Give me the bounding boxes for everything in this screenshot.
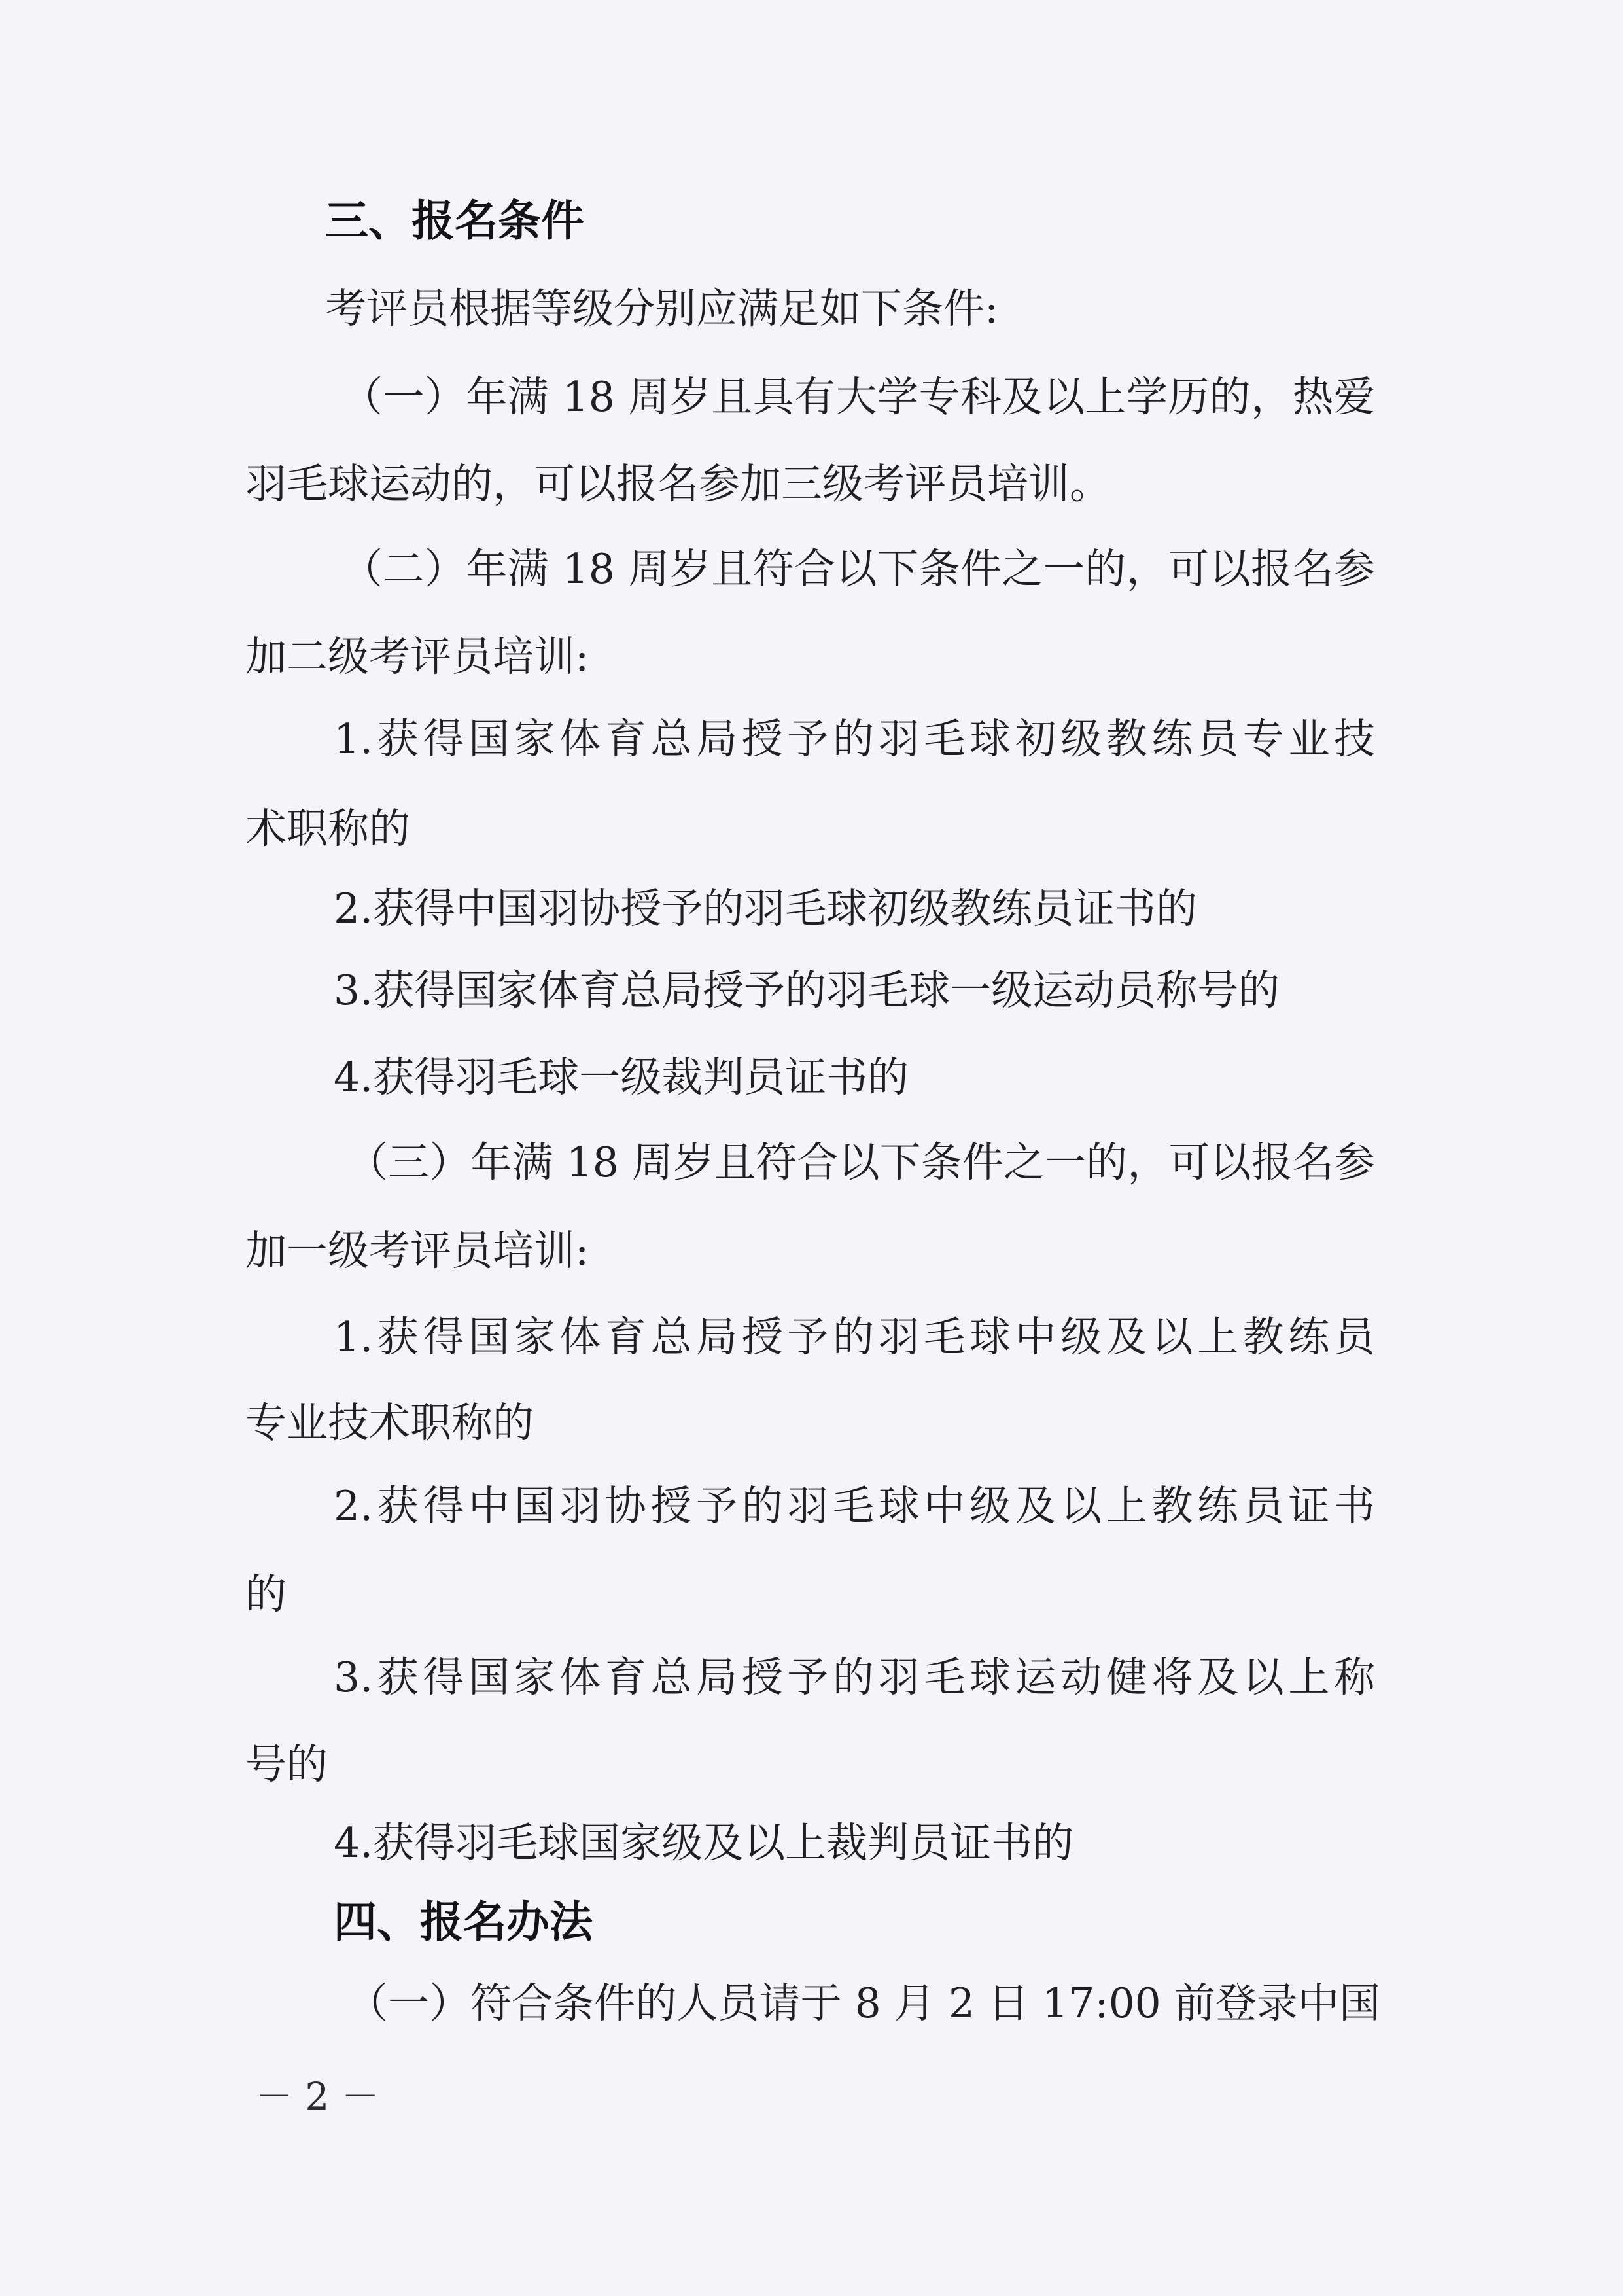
paragraph-line: 羽毛球运动的，可以报名参加三级考评员培训。: [245, 460, 1111, 508]
paragraph-line: 加一级考评员培训:: [245, 1227, 589, 1275]
list-item-line: 号的: [245, 1740, 328, 1788]
section-heading-4: 四、报名办法: [334, 1897, 593, 1947]
list-item-line: 1.获得国家体育总局授予的羽毛球中级及以上教练员: [334, 1313, 1375, 1361]
section-heading-3: 三、报名条件: [325, 196, 584, 246]
paragraph-line: （三）年满 18 周岁且符合以下条件之一的，可以报名参: [347, 1139, 1375, 1186]
list-item-line: 2.获得中国羽协授予的羽毛球中级及以上教练员证书: [334, 1482, 1375, 1530]
list-item-line: 3.获得国家体育总局授予的羽毛球一级运动员称号的: [334, 966, 1280, 1014]
list-item-line: 4.获得羽毛球一级裁判员证书的: [334, 1053, 909, 1101]
list-item-line: 3.获得国家体育总局授予的羽毛球运动健将及以上称: [334, 1653, 1375, 1701]
list-item-line: 的: [245, 1570, 287, 1618]
list-item-line: 1.获得国家体育总局授予的羽毛球初级教练员专业技: [334, 715, 1375, 763]
page-number: － 2 －: [255, 2074, 379, 2119]
paragraph-line: （二）年满 18 周岁且符合以下条件之一的，可以报名参: [341, 545, 1375, 593]
paragraph-line: （一）年满 18 周岁且具有大学专科及以上学历的，热爱: [341, 373, 1375, 421]
paragraph-line: 考评员根据等级分别应满足如下条件:: [325, 285, 999, 332]
list-item-line: 2.获得中国羽协授予的羽毛球初级教练员证书的: [334, 885, 1198, 932]
list-item-line: 专业技术职称的: [245, 1399, 534, 1447]
list-item-line: 4.获得羽毛球国家级及以上裁判员证书的: [334, 1819, 1074, 1867]
paragraph-line: 加二级考评员培训:: [245, 633, 589, 680]
paragraph-line: （一）符合条件的人员请于 8 月 2 日 17:00 前登录中国: [347, 1979, 1380, 2027]
list-item-line: 术职称的: [245, 805, 410, 853]
